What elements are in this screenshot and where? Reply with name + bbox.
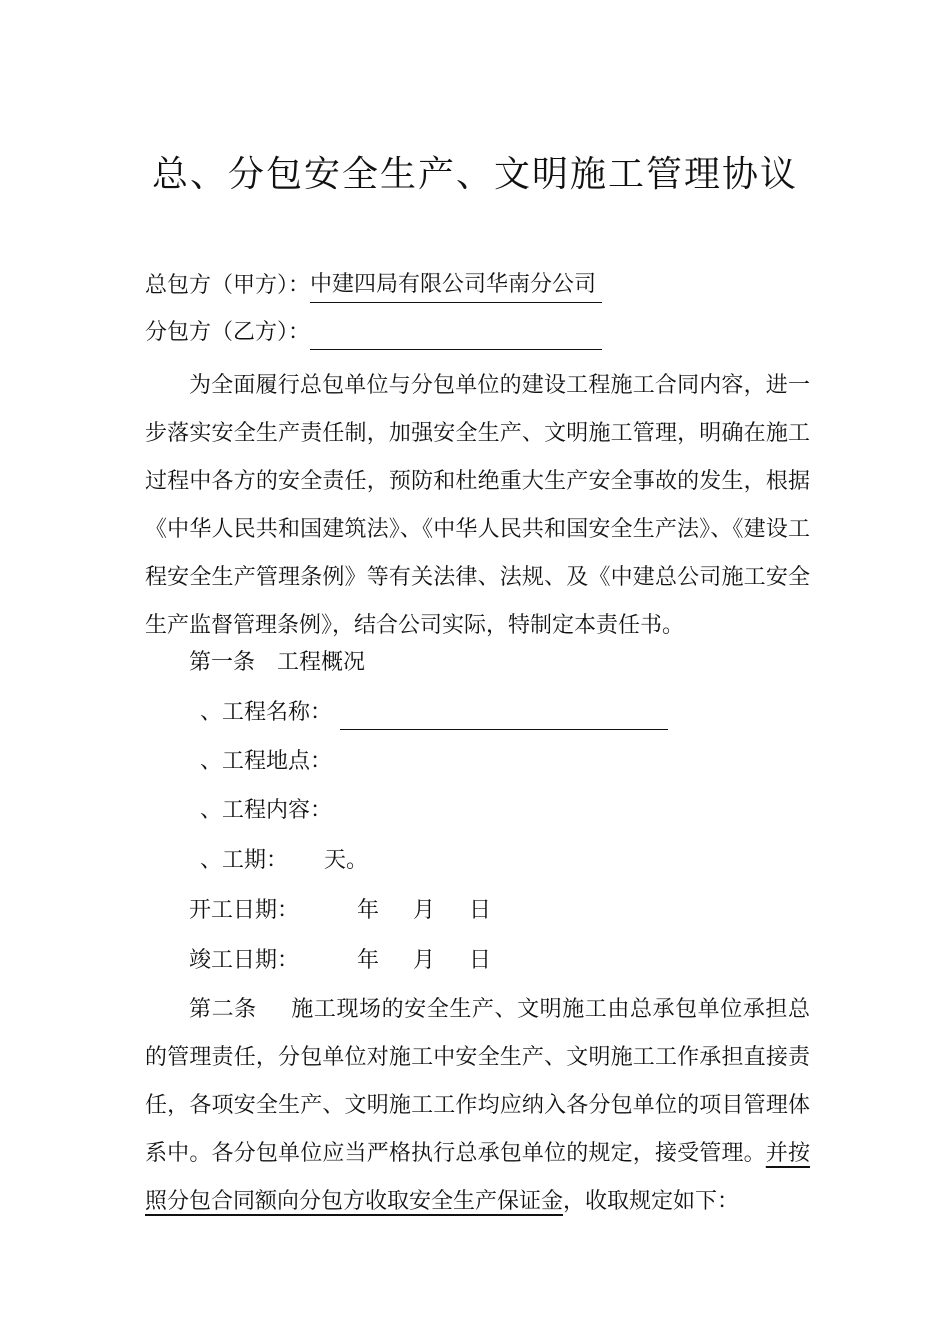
party-b-line (145, 316, 602, 350)
end-day: 日 (469, 948, 492, 973)
article-2-heading: 第二条 (189, 997, 257, 1022)
start-day: 日 (469, 898, 492, 923)
end-date-label: 竣工日期： (189, 948, 300, 973)
project-location-label: 、工程地点： (200, 749, 333, 774)
project-name-label: 、工程名称： (200, 700, 333, 725)
party-a-value: 中建四局有限公司华南分公司 (310, 268, 602, 303)
end-month: 月 (413, 948, 436, 973)
article-2-text: 施工现场的安全生产、文明施工由总承包单位承担总的管理责任，分包单位对施工中安全生产、文明施工工作承担直接责任，各项安全生产、文明施工工作均应纳入各分包单位的项目管理体系中。各分包单位应当严格执行总承包单位的规定，接受管理。 (145, 997, 810, 1166)
party-a-line (145, 268, 602, 303)
document-title: 总、分包安全生产、文明施工管理协议 (151, 154, 798, 195)
duration-line (200, 844, 368, 878)
project-name-line (200, 696, 668, 730)
article-2-underlined: 并按照分包合同额向分包方收取安全生产保证金 (145, 1141, 810, 1214)
party-b-label: 分包方（乙方）： (145, 320, 311, 345)
article-2-tail: ，收取规定如下： (563, 1189, 740, 1214)
duration-label: 、工期： (200, 848, 289, 873)
end-date-line (189, 944, 491, 978)
party-a-label: 总包方（甲方）： (145, 273, 311, 298)
end-year: 年 (357, 948, 380, 973)
duration-unit: 天。 (324, 848, 369, 873)
article-1-title: 第一条 工程概况 (189, 650, 366, 675)
start-year: 年 (357, 898, 380, 923)
project-name-blank (340, 701, 668, 730)
start-month: 月 (413, 898, 436, 923)
project-content-label: 、工程内容： (200, 798, 333, 823)
start-date-label: 开工日期： (189, 898, 300, 923)
article-2-paragraph (145, 986, 810, 1226)
start-date-line (189, 894, 491, 928)
party-b-value (310, 321, 602, 350)
intro-paragraph: 为全面履行总包单位与分包单位的建设工程施工合同内容，进一步落实安全生产责任制，加强安全生产、文明施工管理，明确在施工过程中各方的安全责任，预防和杜绝重大生产安全事故的发生，根据《中华人民共和国建筑法》、《中华人民共和国安全生产法》、《建设工程安全生产管理条例》等有关法律、法规、及《中建总公司施工安全生产监督管理条例》，结合公司实际，特制定本责任书。 (145, 373, 810, 638)
